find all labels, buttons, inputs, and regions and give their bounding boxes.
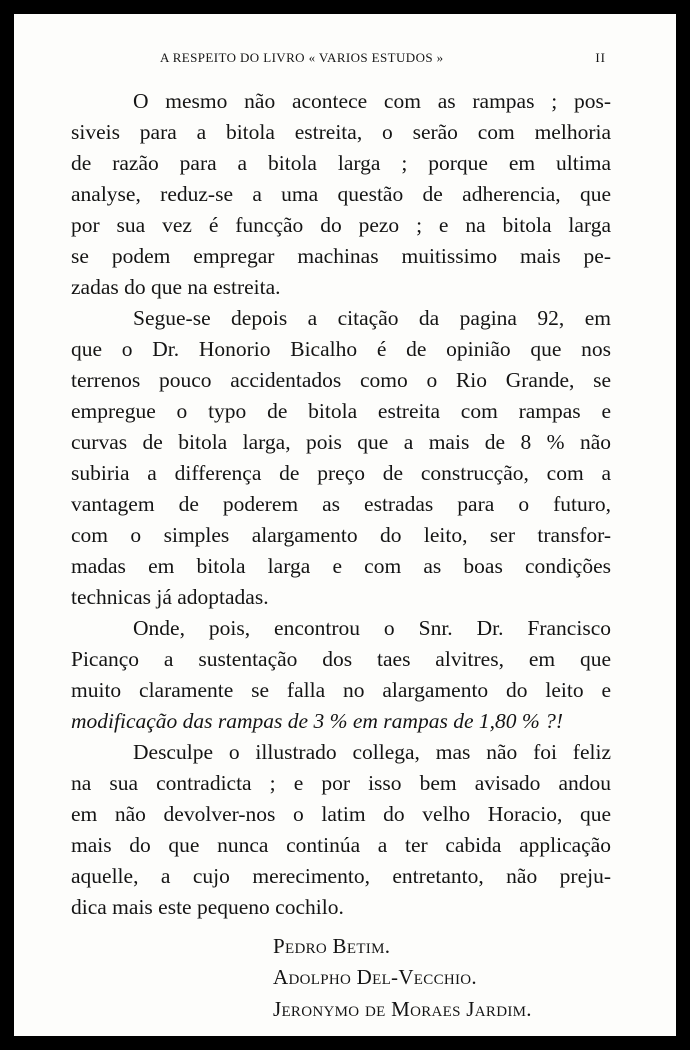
text-line: madas em bitola larga e com as boas condições	[71, 554, 611, 578]
text-line: se podem empregar machinas muitissimo mais pe-	[71, 244, 611, 268]
text-line: aquelle, a cujo merecimento, entretanto, não preju-	[71, 864, 611, 888]
text-line: muito claramente se falla no alargamento do leito e	[71, 678, 611, 702]
running-header	[14, 50, 676, 72]
text-line: que o Dr. Honorio Bicalho é de opinião que nos	[71, 337, 611, 361]
book-page	[14, 14, 676, 1036]
body-text	[71, 86, 611, 923]
text-line: zadas do que na estreita.	[71, 275, 281, 299]
page-number: II	[595, 50, 606, 65]
text-line: technicas já adoptadas.	[71, 585, 269, 609]
signature-line: Pedro Betim.	[273, 934, 391, 958]
italic-text-line: modificação das rampas de 3 % em rampas de 1,80 % ?!	[71, 709, 564, 733]
text-line: subiria a differença de preço de construcção, com a	[71, 461, 611, 485]
text-line: Picanço a sustentação dos taes alvitres, em que	[71, 647, 611, 671]
signature-line: Adolpho Del-Vecchio.	[273, 965, 477, 989]
signature-line: Jeronymo de Moraes Jardim.	[273, 997, 532, 1021]
text-line: mais do que nunca continúa a ter cabida applicação	[71, 833, 611, 857]
text-line: dica mais este pequeno cochilo.	[71, 895, 344, 919]
text-line: na sua contradicta ; e por isso bem avisado andou	[71, 771, 611, 795]
text-line: analyse, reduz-se a uma questão de adherencia, que	[71, 182, 611, 206]
text-line: Onde, pois, encontrou o Snr. Dr. Francisco	[133, 616, 611, 640]
text-line: terrenos pouco accidentados como o Rio Grande, se	[71, 368, 611, 392]
text-line: Segue-se depois a citação da pagina 92, em	[133, 306, 611, 330]
text-line: de razão para a bitola larga ; porque em ultima	[71, 151, 611, 175]
text-line: com o simples alargamento do leito, ser transfor-	[71, 523, 611, 547]
text-line: vantagem de poderem as estradas para o futuro,	[71, 492, 611, 516]
running-title: A RESPEITO DO LIVRO « VARIOS ESTUDOS »	[160, 50, 444, 65]
text-line: Desculpe o illustrado collega, mas não foi feliz	[133, 740, 611, 764]
text-line: siveis para a bitola estreita, o serão com melhoria	[71, 120, 611, 144]
text-line: em não devolver-nos o latim do velho Horacio, que	[71, 802, 611, 826]
text-line: empregue o typo de bitola estreita com rampas e	[71, 399, 611, 423]
text-line: por sua vez é funcção do pezo ; e na bitola larga	[71, 213, 611, 237]
text-line: O mesmo não acontece com as rampas ; pos-	[133, 89, 611, 113]
text-line: curvas de bitola larga, pois que a mais de 8 % não	[71, 430, 611, 454]
